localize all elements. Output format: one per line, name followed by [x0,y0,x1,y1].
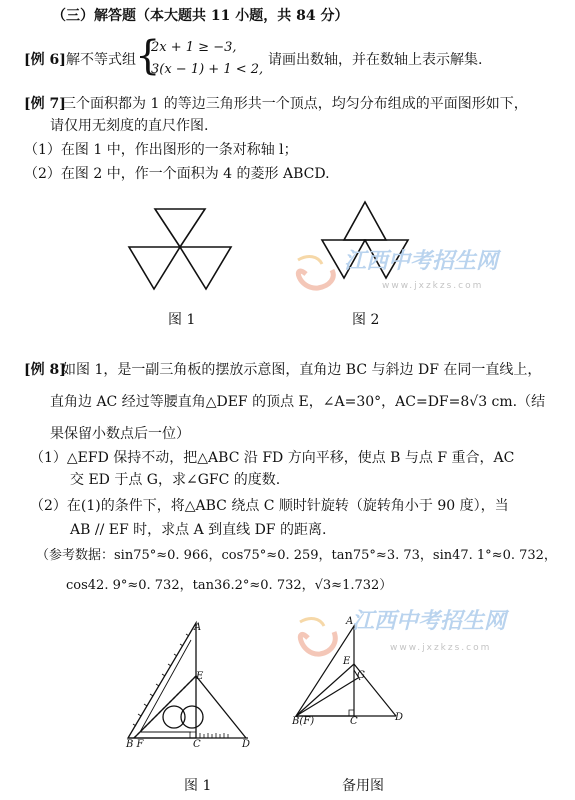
ex6-inequality-2: 3(x − 1) + 1 < 2, [151,62,264,77]
ex8-question-2a: （2）在(1)的条件下，将△ABC 绕点 C 顺时针旋转（旋转角小于 90 度），当 [30,498,509,514]
fig1-label-c: C [193,739,201,750]
ex8-question-1b: 交 ED 于点 G，求∠GFC 的度数. [70,472,281,488]
ex8-reference-2: cos42. 9°≈0. 732，tan36.2°≈0. 732，√3≈1.732） [66,578,393,593]
fig2-label-a: A [346,616,354,627]
ex8-reference-1: （参考数据：sin75°≈0. 966，cos75°≈0. 259，tan75°≈3. 73，sin47. 1°≈0. 732， [36,548,557,563]
ex7-question-2: （2）在图 2 中，作一个面积为 4 的菱形 ABCD. [24,166,330,182]
ex7-line-2: 请仅用无刻度的直尺作图. [50,118,209,134]
ex7-figure-1 [120,200,240,300]
ex7-line-1: 三个面积都为 1 的等边三角形共一个顶点，均匀分布组成的平面图形如下， [62,96,528,112]
fig2-label-g: G [357,670,365,681]
ex8-question-2b: AB // EF 时，求点 A 到直线 DF 的距离. [70,522,327,538]
ex7-question-1: （1）在图 1 中，作出图形的一条对称轴 l； [24,142,298,158]
ex6-inequality-1: 2x + 1 ≥ −3, [151,40,237,55]
fig1-label-e: E [196,671,204,682]
fig2-label-bf: B(F) [292,716,315,727]
watermark-logo-2 [290,609,540,666]
ex8-line-3: 果保留小数点后一位） [50,426,190,442]
watermark-url-2: www.jxzkzs.com [390,643,492,653]
ex8-line-2: 直角边 AC 经过等腰直角△DEF 的顶点 E，∠A=30°，AC=DF=8√3 cm.（结 [50,394,546,410]
section-heading: （三）解答题（本大题共 11 小题，共 84 分） [52,8,349,24]
fig1-label-bf: B F [126,739,144,750]
fig2-label-c: C [350,716,358,727]
fig1-label-d: D [242,739,251,750]
watermark-url: www.jxzkzs.com [382,281,484,291]
fig2-label-d: D [395,712,404,723]
ex8-fig1-caption: 图 1 [184,778,212,794]
ex6-lead: 解不等式组 [66,52,136,68]
ex8-figure-1 [128,620,256,745]
ex7-fig1-caption: 图 1 [168,312,196,328]
ex7-tag: [例 7] [24,96,66,112]
ex8-line-1: 如图 1，是一副三角板的摆放示意图，直角边 BC 与斜边 DF 在同一直线上， [62,362,542,378]
ex6-tail: 请画出数轴，并在数轴上表示解集. [268,52,483,68]
fig2-label-e: E [343,656,351,667]
watermark-logo [288,249,538,298]
system-brace: { [135,33,161,79]
ex7-fig2-caption: 图 2 [352,312,380,328]
watermark-brand-2: 江西中考招生网 [352,609,507,634]
ex8-tag: [例 8] [24,362,66,378]
ex8-fig2-caption: 备用图 [342,778,384,794]
ex8-question-1a: （1）△EFD 保持不动，把△ABC 沿 FD 方向平移，使点 B 与点 F 重合，AC [30,450,515,466]
ex6-tag: [例 6] [24,52,66,68]
watermark-brand: 江西中考招生网 [344,249,499,274]
fig1-label-a: A [194,622,202,633]
